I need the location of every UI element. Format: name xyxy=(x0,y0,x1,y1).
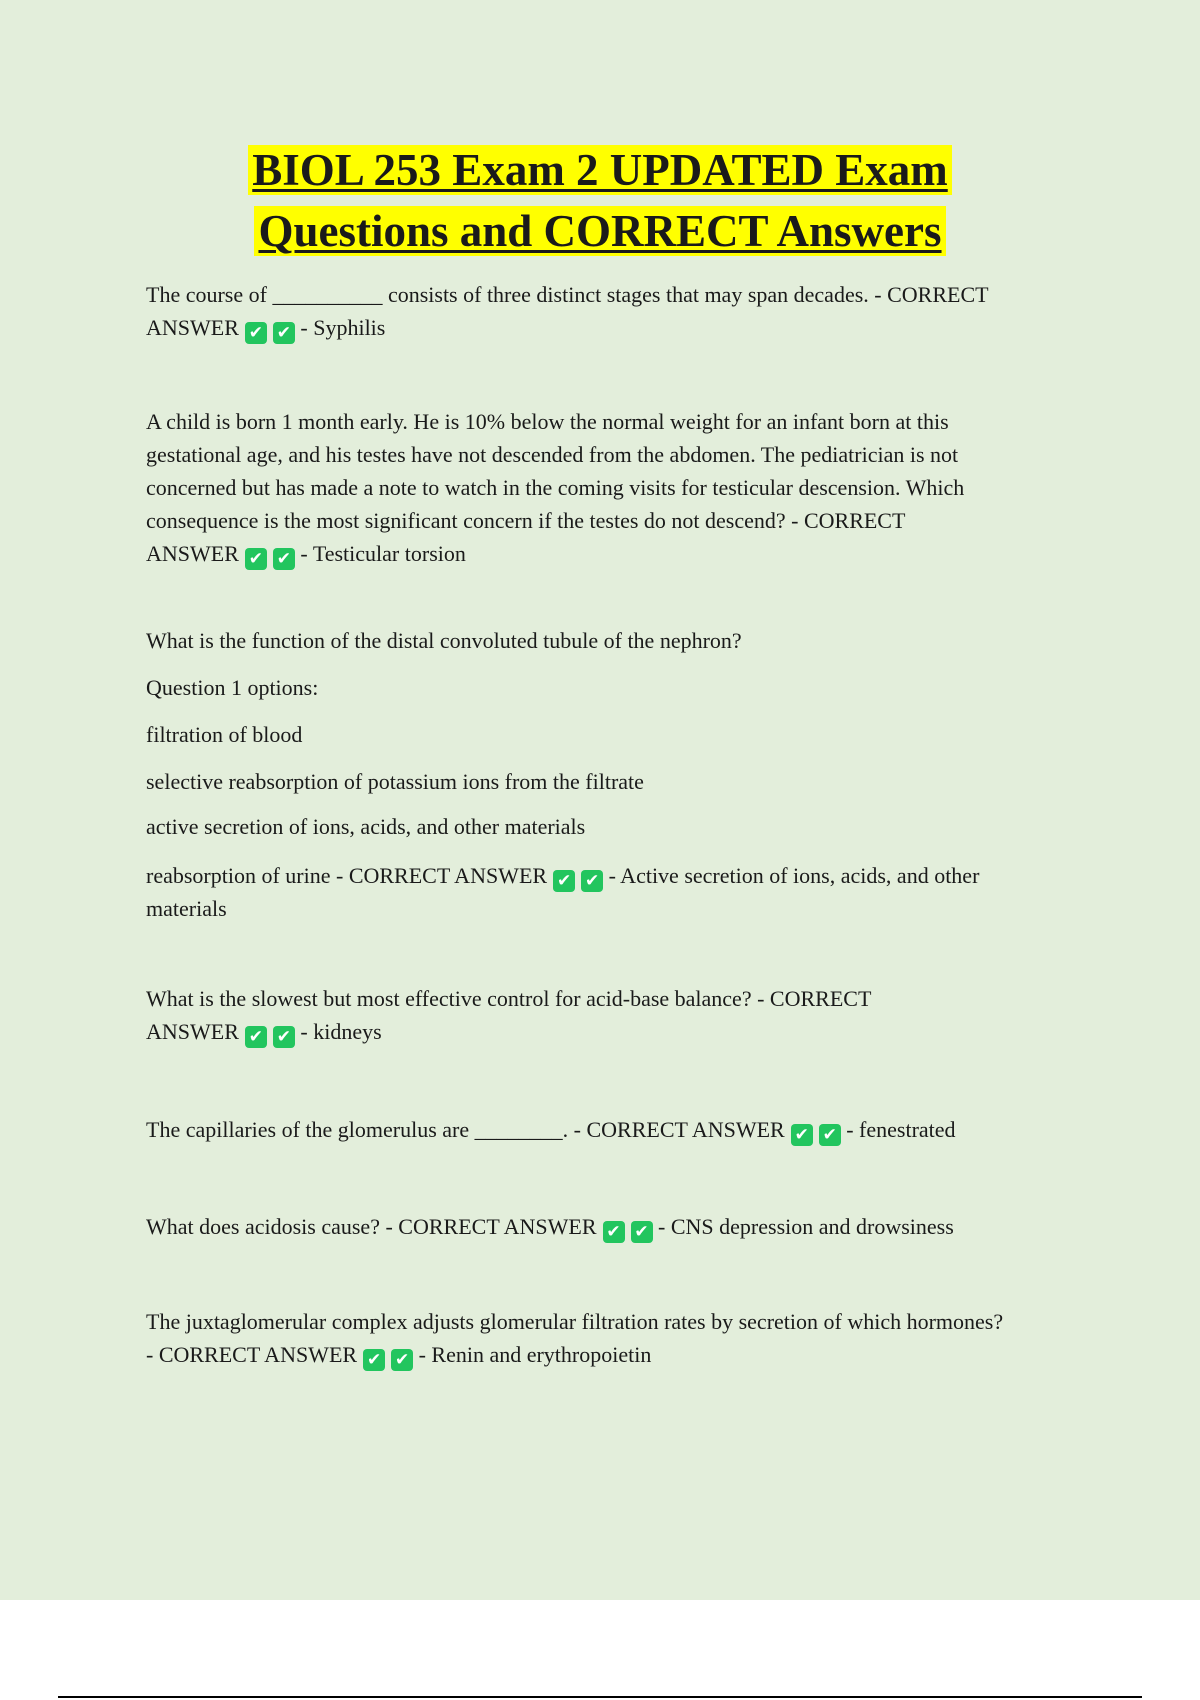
answer-text: fenestrated xyxy=(859,1117,956,1142)
checkmark-box-icon: ✔ xyxy=(631,1221,653,1243)
option-item: active secretion of ions, acids, and other materials xyxy=(146,814,586,839)
checkmark-box-icon: ✔ xyxy=(245,322,267,344)
option-item: filtration of blood xyxy=(146,722,303,747)
qa-item-7: The juxtaglomerular complex adjusts glomerular filtration rates by secretion of which hormones? - CORRECT ANSWER ✔ ✔ - Renin and erythropoietin xyxy=(146,1305,1096,1371)
option-item: selective reabsorption of potassium ions from the filtrate xyxy=(146,769,644,794)
question-text: What does acidosis cause? xyxy=(146,1214,380,1239)
checkmark-box-icon: ✔ xyxy=(603,1221,625,1243)
checkmark-box-icon: ✔ xyxy=(819,1124,841,1146)
question-text: The capillaries of the glomerulus are ________. xyxy=(146,1117,569,1142)
title-line-2: Questions and CORRECT Answers xyxy=(254,206,945,256)
checkmark-box-icon: ✔ xyxy=(791,1124,813,1146)
answer-text: Testicular torsion xyxy=(312,541,466,566)
qa-item-2: A child is born 1 month early. He is 10% below the normal weight for an infant born at this gestational age, and his testes have not descended from the abdomen. The pediatrician is not concerned but has made a note to watch in the coming visits for testicular descension. Which consequence is the most significant concern if the testes do not descend? - CORRECT ANSWER ✔ ✔ - Testicular torsion xyxy=(146,409,965,569)
qa-item-1: The course of __________ consists of three distinct stages that may span decades. - CORRECT ANSWER ✔ ✔ - Syphilis xyxy=(146,282,989,343)
checkmark-box-icon: ✔ xyxy=(363,1349,385,1371)
question-text: The juxtaglomerular complex adjusts glomerular filtration rates by secretion of which hormones? xyxy=(146,1309,1004,1334)
checkmark-box-icon: ✔ xyxy=(273,322,295,344)
checkmark-box-icon: ✔ xyxy=(245,548,267,570)
answer-text: Syphilis xyxy=(313,315,386,340)
answer-text: CNS depression and drowsiness xyxy=(670,1214,954,1239)
title-line-1: BIOL 253 Exam 2 UPDATED Exam xyxy=(248,145,951,195)
checkmark-box-icon: ✔ xyxy=(553,870,575,892)
answer-text: Renin and erythropoietin xyxy=(431,1342,652,1367)
option-item: reabsorption of urine xyxy=(146,863,331,888)
checkmark-box-icon: ✔ xyxy=(273,548,295,570)
checkmark-box-icon: ✔ xyxy=(391,1349,413,1371)
checkmark-box-icon: ✔ xyxy=(245,1026,267,1048)
checkmark-box-icon: ✔ xyxy=(273,1026,295,1048)
footer-divider xyxy=(58,1696,1142,1698)
qa-item-4: What is the slowest but most effective control for acid-base balance? - CORRECT ANSWER ✔ ✔ - kidneys xyxy=(146,986,872,1047)
qa-item-6: What does acidosis cause? - CORRECT ANSWER ✔ ✔ - CNS depression and drowsiness xyxy=(146,1214,954,1242)
document-title xyxy=(0,140,1200,262)
qa-item-3: What is the function of the distal convoluted tubule of the nephron? Question 1 options: filtration of blood selective reabsorption of potassium ions from the filtrate active secretion of ions, acids, and other materials reabsorption of urine - CORRECT ANSWER ✔ ✔ - Active secretion of ions, acids, and other materials xyxy=(146,624,1096,925)
checkmark-box-icon: ✔ xyxy=(581,870,603,892)
qa-item-5: The capillaries of the glomerulus are ________. - CORRECT ANSWER ✔ ✔ - fenestrated xyxy=(146,1117,956,1145)
options-label: Question 1 options: xyxy=(146,675,319,700)
answer-text: kidneys xyxy=(313,1019,382,1044)
question-text: What is the function of the distal convoluted tubule of the nephron? xyxy=(146,628,742,653)
